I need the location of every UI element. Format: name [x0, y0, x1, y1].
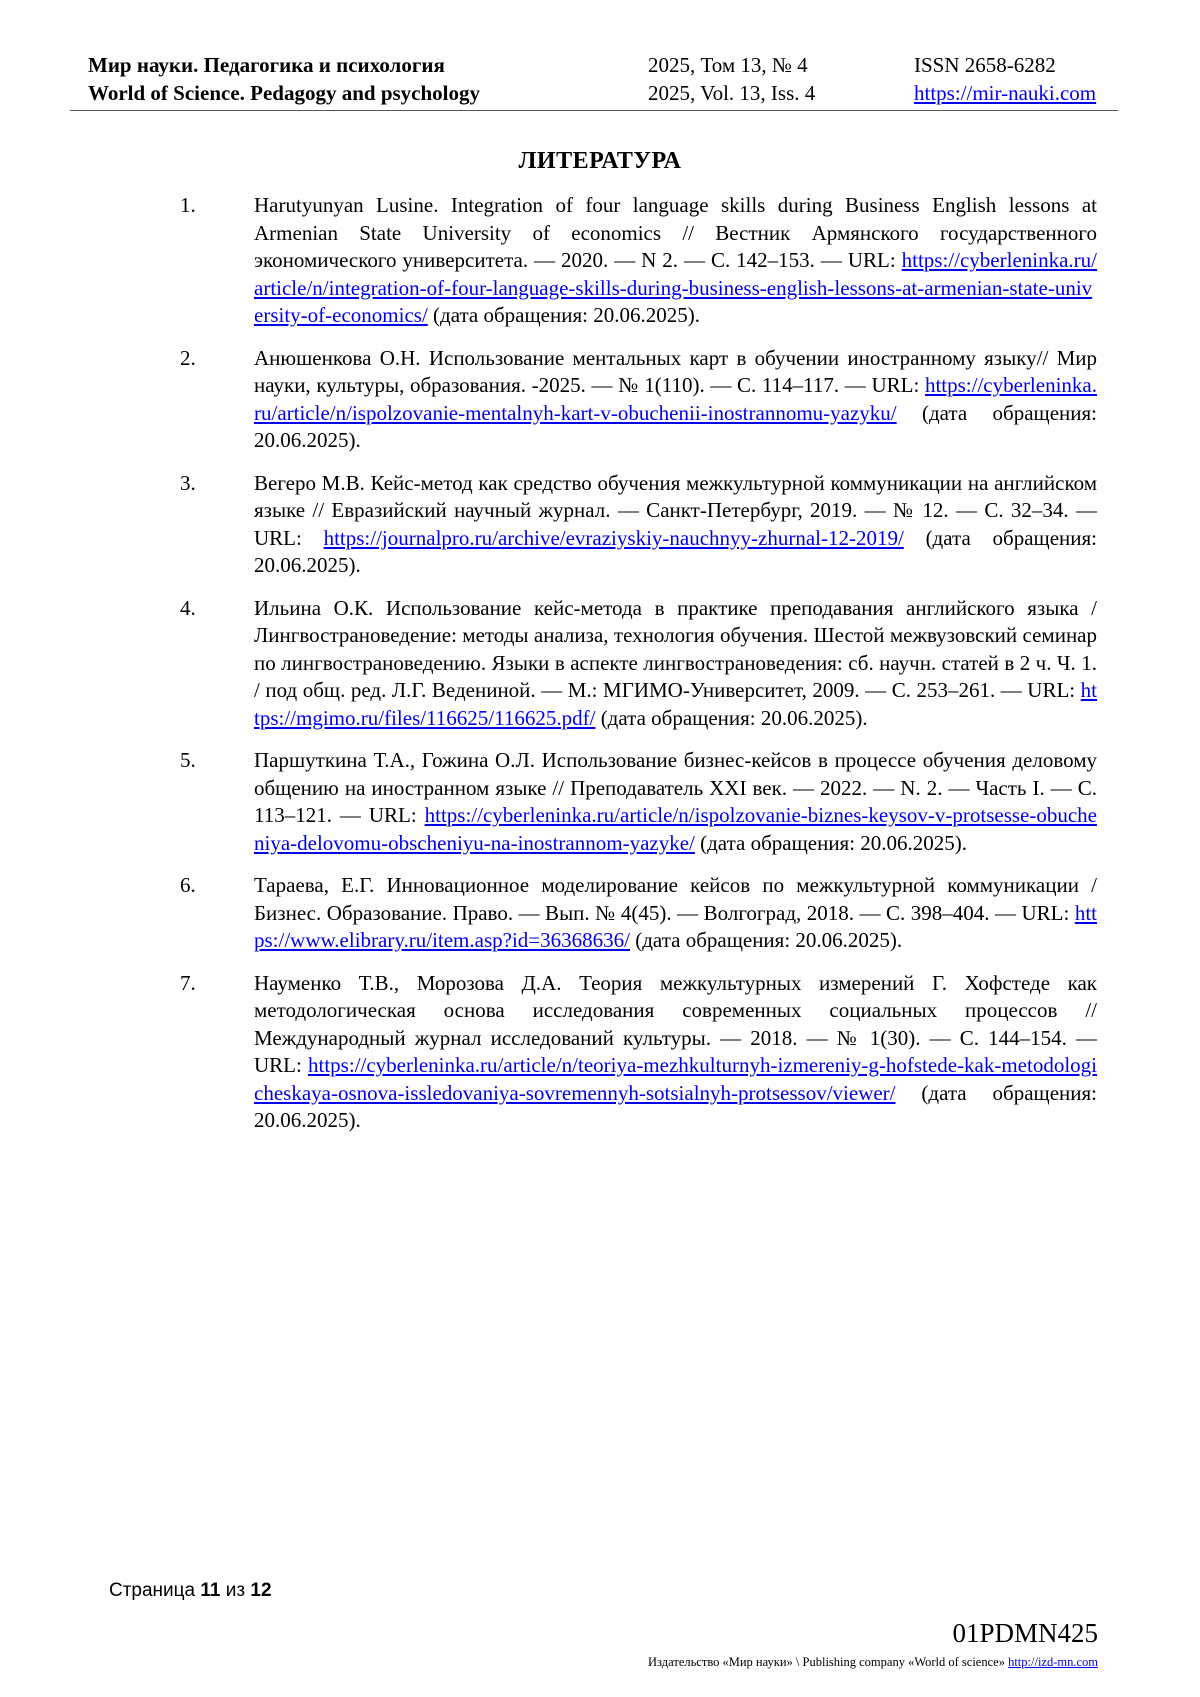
reference-text	[254, 970, 1097, 1135]
page-prefix: Страница	[109, 1580, 196, 1601]
reference-item	[180, 192, 1097, 330]
reference-item	[180, 345, 1097, 455]
reference-item	[180, 970, 1097, 1135]
issn: ISSN 2658-6282	[914, 53, 1056, 77]
reference-url-link[interactable]: https://cyberleninka.ru/article/n/teoriya-mezhkulturnyh-izmereniy-g-hofstede-kak-metodologicheskaya-osnova-issledovaniya-sovremennyh-sotsialnyh-protsessov/viewer/	[254, 1053, 1097, 1105]
reference-url-link[interactable]: https://cyberleninka.ru/article/n/integration-of-four-language-skills-during-business-english-lessons-at-armenian-state-university-of-economics/	[254, 248, 1097, 327]
reference-url-link[interactable]: https://cyberleninka.ru/article/n/ispolzovanie-mentalnyh-kart-v-obuchenii-inostrannomu-yazyku/	[254, 373, 1097, 425]
journal-title-en: World of Science. Pedagogy and psychology	[88, 81, 481, 105]
reference-url-link[interactable]: https://mgimo.ru/files/116625/116625.pdf/	[254, 678, 1097, 730]
reference-item	[180, 595, 1097, 733]
page-total: 12	[250, 1580, 272, 1601]
article-code: 01PDMN425	[952, 1618, 1098, 1648]
reference-text	[254, 470, 1097, 580]
reference-text	[254, 872, 1097, 955]
reference-access-date: (дата обращения: 20.06.2025).	[254, 400, 1097, 452]
section-title: ЛИТЕРАТУРА	[518, 148, 682, 174]
reference-url-link[interactable]: https://cyberleninka.ru/article/n/ispolzovanie-biznes-keysov-v-protsesse-obucheniya-delovomu-obscheniyu-na-inostrannom-yazyke/	[254, 803, 1097, 855]
publisher-text: Издательство «Мир науки» \ Publishing company «World of science»	[648, 1655, 1005, 1669]
reference-url-link[interactable]: https://www.elibrary.ru/item.asp?id=36368636/	[254, 900, 1097, 952]
reference-body: Науменко Т.В., Морозова Д.А. Теория межкультурных измерений Г. Хофстеде как методологическая основа исследования современных социальных процессов // Международный журнал исследований культуры. — 2018. — № 1(30). — С. 144–154. — URL:	[254, 970, 1097, 1077]
reference-text	[254, 345, 1097, 455]
journal-title-ru: Мир науки. Педагогика и психология	[88, 53, 445, 77]
reference-number: 3.	[180, 470, 196, 495]
reference-body: Ильина О.К. Использование кейс-метода в практике преподавания английского языка / Лингвострановедение: методы анализа, технология обучения. Шестой межвузовский семинар по лингвострановедению. Языки в аспекте лингвострановедения: сб. научн. статей в 2 ч. Ч. 1. / под общ. ред. Л.Г. Ведениной. — М.: МГИМО-Университет, 2009. — С. 253–261. — URL:	[254, 595, 1097, 702]
page-current: 11	[200, 1580, 221, 1601]
reference-number: 2.	[180, 345, 196, 370]
publisher-line	[648, 1655, 1098, 1670]
reference-access-date: (дата обращения: 20.06.2025).	[254, 525, 1097, 577]
reference-access-date: (дата обращения: 20.06.2025).	[595, 705, 868, 730]
reference-access-date: (дата обращения: 20.06.2025).	[254, 1080, 1097, 1132]
reference-body: Вегеро М.В. Кейс-метод как средство обучения межкультурной коммуникации на английском языке // Евразийский научный журнал. — Санкт-Петербург, 2019. — № 12. — С. 32–34. — URL:	[254, 470, 1097, 550]
reference-number: 1.	[180, 193, 196, 217]
reference-number: 4.	[180, 595, 196, 620]
reference-url-link[interactable]: https://journalpro.ru/archive/evraziyskiy-nauchnyy-zhurnal-12-2019/	[323, 525, 904, 550]
reference-access-date: (дата обращения: 20.06.2025).	[427, 303, 700, 327]
reference-number: 7.	[180, 970, 196, 995]
reference-body: Harutyunyan Lusine. Integration of four language skills during Business English lessons at Armenian State University of economics // Вестник Армянского государственного экономического университета. — 2020. — N 2. — С. 142–153. — URL:	[254, 193, 1097, 272]
reference-text	[254, 747, 1097, 857]
volume-en: 2025, Vol. 13, Iss. 4	[648, 81, 816, 105]
reference-item	[180, 470, 1097, 580]
page-separator: из	[225, 1580, 246, 1601]
publisher-link[interactable]: http://izd-mn.com	[1008, 1655, 1098, 1669]
reference-body: Тараева, Е.Г. Инновационное моделирование кейсов по межкультурной коммуникации / Бизнес. Образование. Право. — Вып. № 4(45). — Волгоград, 2018. — С. 398–404. — URL:	[254, 873, 1097, 925]
volume-ru: 2025, Том 13, № 4	[648, 53, 808, 77]
reference-list	[180, 192, 1097, 1150]
reference-number: 5.	[180, 748, 196, 772]
reference-item	[180, 747, 1097, 857]
reference-access-date: (дата обращения: 20.06.2025).	[694, 830, 968, 855]
reference-body: Анюшенкова О.Н. Использование ментальных карт в обучении иностранному языку// Мир науки, культуры, образования. -2025. — № 1(110). — С. 114–117. — URL:	[254, 345, 1097, 397]
page-counter	[109, 1580, 272, 1602]
reference-access-date: (дата обращения: 20.06.2025).	[629, 928, 903, 952]
reference-text	[254, 595, 1097, 733]
journal-site-link[interactable]: https://mir-nauki.com	[914, 81, 1097, 105]
reference-item	[180, 872, 1097, 955]
reference-text	[254, 192, 1097, 330]
reference-body: Паршуткина Т.А., Гожина О.Л. Использование бизнес-кейсов в процессе обучения деловому общению на иностранном языке // Преподаватель XXI век. — 2022. — N. 2. — Часть I. — С. 113–121. — URL:	[254, 748, 1097, 827]
reference-number: 6.	[180, 873, 196, 897]
running-header	[70, 52, 1118, 111]
